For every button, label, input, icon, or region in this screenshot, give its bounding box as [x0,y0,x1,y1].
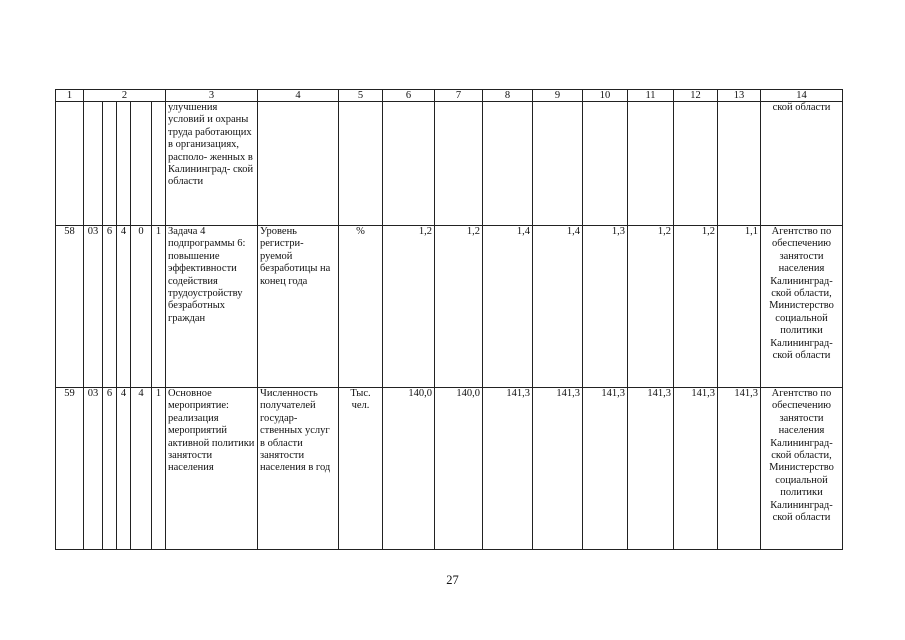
value-cell [483,102,533,226]
code-cell: 6 [103,388,117,550]
indicator-cell [258,102,339,226]
indicator-cell: Численность получателей государ- ственных услуг в области занятости населения в год [258,388,339,550]
value-cell: 141,3 [483,388,533,550]
value-cell: 141,3 [718,388,761,550]
header-cell: 13 [718,90,761,102]
header-cell: 2 [84,90,166,102]
code-cell [152,102,166,226]
header-cell: 10 [583,90,628,102]
code-cell: 03 [84,226,103,388]
code-cell: 0 [131,226,152,388]
unit-cell [339,102,383,226]
header-cell: 1 [56,90,84,102]
header-cell: 4 [258,90,339,102]
value-cell: 141,3 [583,388,628,550]
value-cell: 1,2 [435,226,483,388]
code-cell: 4 [117,226,131,388]
code-cell: 1 [152,226,166,388]
header-row [56,90,843,102]
value-cell: 1,2 [383,226,435,388]
header-cell: 5 [339,90,383,102]
value-cell: 1,2 [628,226,674,388]
value-cell [383,102,435,226]
page-number: 27 [446,573,459,587]
header-cell: 6 [383,90,435,102]
row-number: 58 [56,226,84,388]
header-cell: 8 [483,90,533,102]
value-cell: 141,3 [674,388,718,550]
executor-cell: Агентство по обеспечению занятости населения Калининград- ской области, Министерство социальной политики Калининград- ской области [761,388,843,550]
header-cell: 3 [166,90,258,102]
unit-cell: % [339,226,383,388]
code-cell: 4 [117,388,131,550]
value-cell: 1,4 [483,226,533,388]
code-cell [84,102,103,226]
code-cell: 1 [152,388,166,550]
indicator-cell: Уровень регистри- руемой безработицы на конец года [258,226,339,388]
header-cell: 11 [628,90,674,102]
code-cell: 6 [103,226,117,388]
value-cell: 1,2 [674,226,718,388]
table-row [56,102,843,226]
value-cell: 140,0 [435,388,483,550]
value-cell: 1,4 [533,226,583,388]
value-cell: 141,3 [628,388,674,550]
value-cell [533,102,583,226]
indicators-table [55,89,843,550]
header-cell: 9 [533,90,583,102]
code-cell [103,102,117,226]
table-row [56,226,843,388]
executor-cell: Агентство по обеспечению занятости населения Калининград- ской области, Министерство социальной политики Калининград- ской области [761,226,843,388]
code-cell: 4 [131,388,152,550]
value-cell [718,102,761,226]
name-cell: Основное мероприятие: реализация мероприятий активной политики занятости населения [166,388,258,550]
unit-cell: Тыс. чел. [339,388,383,550]
executor-cell: ской области [761,102,843,226]
value-cell [628,102,674,226]
table-row [56,388,843,550]
value-cell: 141,3 [533,388,583,550]
value-cell: 1,1 [718,226,761,388]
value-cell [583,102,628,226]
header-cell: 12 [674,90,718,102]
header-cell: 7 [435,90,483,102]
row-number [56,102,84,226]
row-number: 59 [56,388,84,550]
name-cell: Задача 4 подпрограммы 6: повышение эффективности содействия трудоустройству безработных граждан [166,226,258,388]
code-cell [131,102,152,226]
value-cell: 1,3 [583,226,628,388]
code-cell [117,102,131,226]
value-cell: 140,0 [383,388,435,550]
value-cell [674,102,718,226]
name-cell: улучшения условий и охраны труда работающих в организациях, располо- женных в Калининград- ской области [166,102,258,226]
value-cell [435,102,483,226]
code-cell: 03 [84,388,103,550]
header-cell: 14 [761,90,843,102]
